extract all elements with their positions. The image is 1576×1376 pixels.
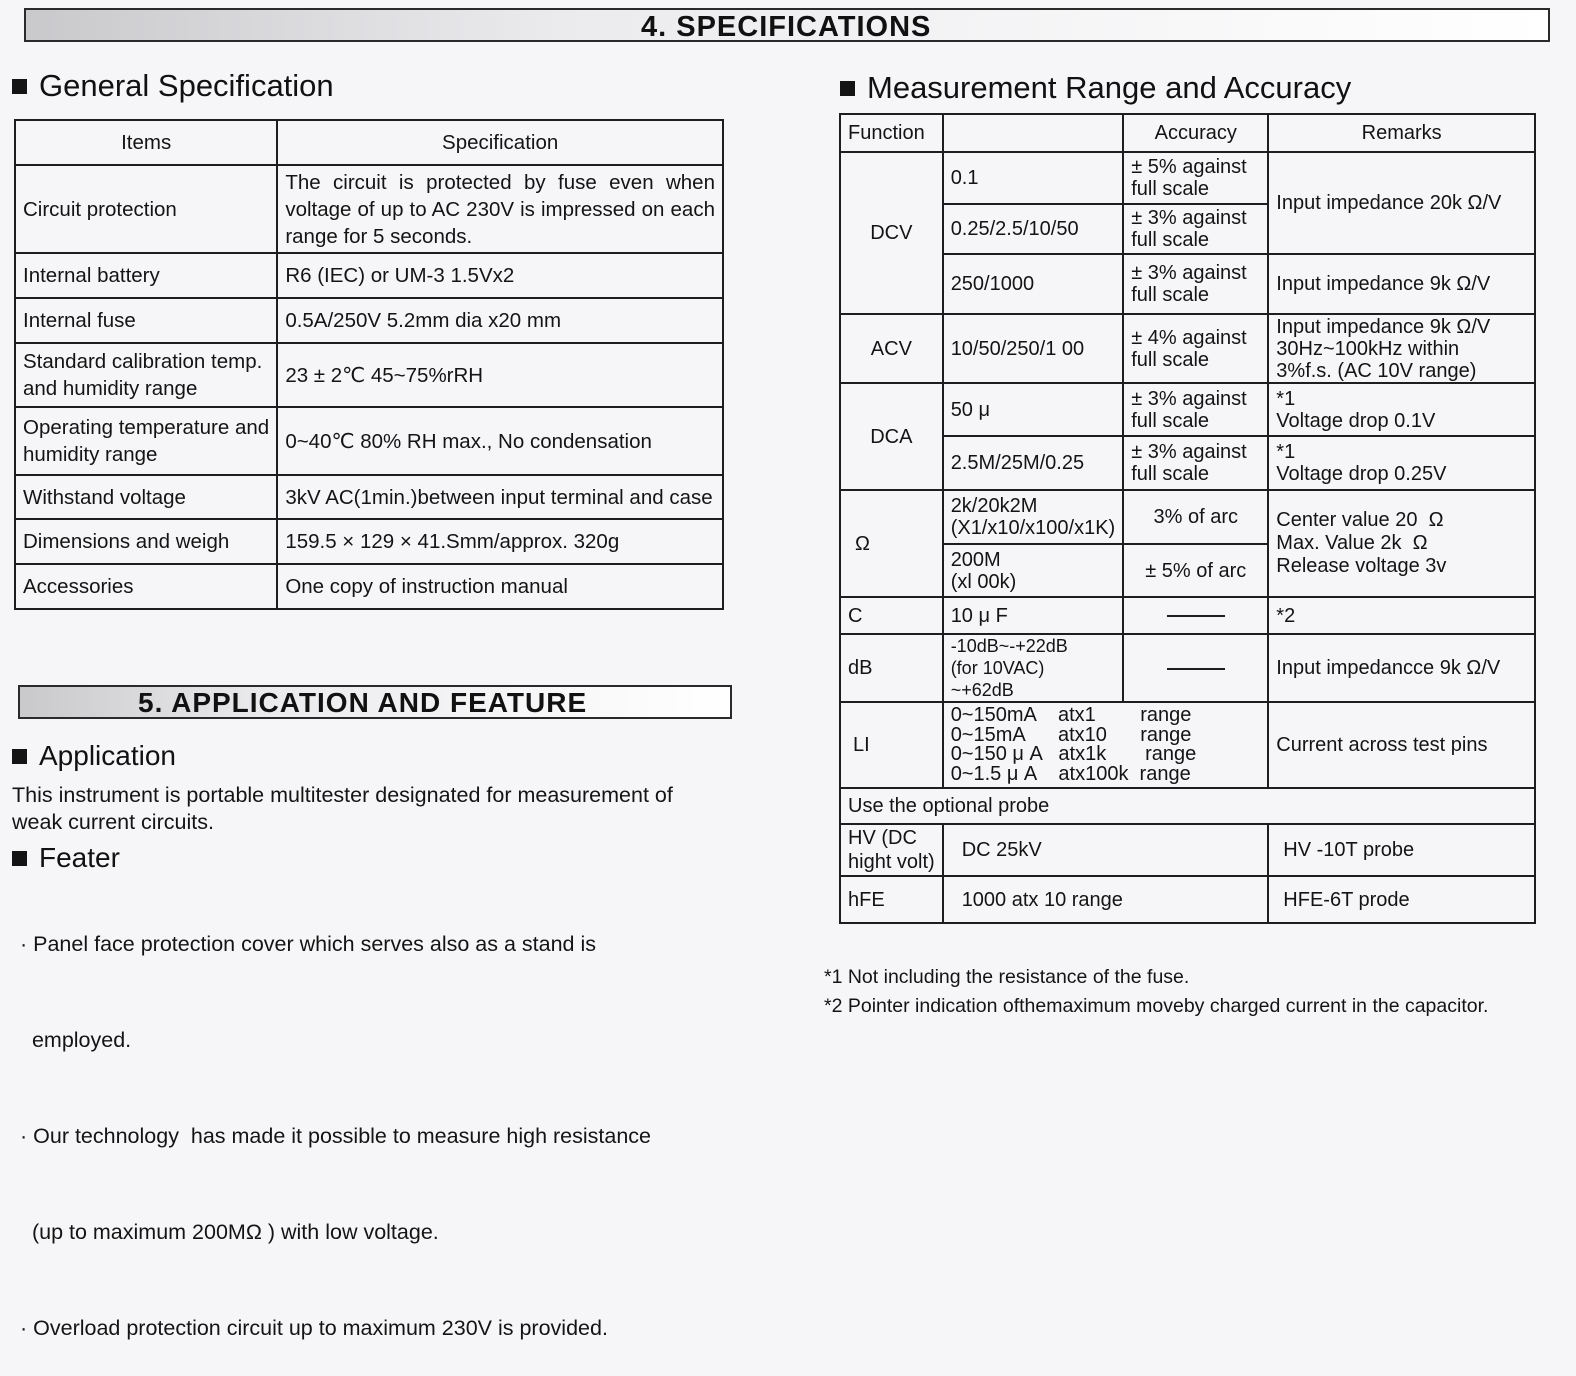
range-cell: 50 μ: [943, 383, 1124, 436]
table-row: [15, 564, 723, 609]
item-cell: Internal fuse: [15, 298, 277, 343]
general-spec-heading-text: General Specification: [39, 68, 334, 103]
table-row: [840, 490, 1535, 544]
accuracy-cell: ± 3% against full scale: [1123, 383, 1268, 436]
table-row: [840, 314, 1535, 383]
table-row: [840, 788, 1535, 824]
remarks-cell: Current across test pins: [1268, 702, 1535, 788]
range-cell: 10/50/250/1 00: [943, 314, 1124, 383]
function-cell: DCA: [840, 383, 943, 490]
table-row: [15, 475, 723, 519]
list-item: employed.: [20, 1028, 132, 1052]
spec-cell: 0.5A/250V 5.2mm dia x20 mm: [277, 298, 723, 343]
table-row: [15, 519, 723, 564]
function-cell: HV (DC hight volt): [840, 824, 943, 876]
spec-cell: 23 ± 2℃ 45~75%rRH: [277, 343, 723, 407]
table-row: [15, 253, 723, 298]
accuracy-cell: [1123, 634, 1268, 702]
accuracy-cell: [1123, 597, 1268, 634]
application-heading: [12, 740, 176, 772]
remarks-cell: *1 Voltage drop 0.1V: [1268, 383, 1535, 436]
col-items-header: Items: [15, 120, 277, 165]
remarks-cell: HFE-6T prode: [1268, 876, 1535, 923]
spec-cell: 0~40℃ 80% RH max., No condensation: [277, 407, 723, 475]
range-cell: 0~150mA atx1 range 0~15mA atx10 range 0~150 μ A atx1k range 0~1.5 μ A atx100k range: [943, 702, 1269, 788]
table-row: [840, 383, 1535, 436]
remarks-cell: *2: [1268, 597, 1535, 634]
remarks-cell: Center value 20 Ω Max. Value 2k Ω Release voltage 3v: [1268, 490, 1535, 597]
dash-line: [1167, 615, 1225, 617]
table-row: [15, 407, 723, 475]
measurement-heading-text: Measurement Range and Accuracy: [867, 70, 1352, 105]
accuracy-cell: 3% of arc: [1123, 490, 1268, 544]
general-spec-heading: [12, 68, 334, 104]
spec-cell: 159.5 × 129 × 41.Smm/approx. 320g: [277, 519, 723, 564]
item-cell: Circuit protection: [15, 165, 277, 253]
table-row: [840, 436, 1535, 490]
accuracy-cell: ± 4% against full scale: [1123, 314, 1268, 383]
general-spec-table: [14, 119, 724, 610]
accuracy-cell: ± 3% against full scale: [1123, 204, 1268, 254]
function-cell: dB: [840, 634, 943, 702]
range-cell: 0.25/2.5/10/50: [943, 204, 1124, 254]
spec-cell: 3kV AC(1min.)between input terminal and case: [277, 475, 723, 519]
bullet-square-icon: [12, 749, 27, 764]
item-cell: Accessories: [15, 564, 277, 609]
remarks-header: Remarks: [1268, 114, 1535, 152]
range-cell: 2k/20k2M (X1/x10/x100/x1K): [943, 490, 1124, 544]
spec-cell: The circuit is protected by fuse even when voltage of up to AC 230V is impressed on each range for 5 seconds.: [277, 165, 723, 253]
item-cell: Withstand voltage: [15, 475, 277, 519]
section-4-title: 4. SPECIFICATIONS: [641, 11, 932, 43]
function-cell: C: [840, 597, 943, 634]
table-row: [840, 597, 1535, 634]
section-4-banner: [24, 8, 1550, 42]
table-row: [15, 298, 723, 343]
range-cell: 2.5M/25M/0.25: [943, 436, 1124, 490]
measurement-heading: [840, 70, 1351, 106]
list-item: · Panel face protection cover which serves also as a stand is: [20, 932, 597, 956]
table-row: [840, 824, 1535, 876]
accuracy-cell: ± 5% of arc: [1123, 544, 1268, 597]
bullet-square-icon: [840, 81, 855, 96]
section-5-banner: [18, 685, 732, 719]
remarks-cell: *1 Voltage drop 0.25V: [1268, 436, 1535, 490]
table-row: [840, 702, 1535, 788]
footnote-2: *2 Pointer indication ofthemaximum moveby charged current in the capacitor.: [824, 995, 1489, 1017]
list-item: · Our technology has made it possible to measure high resistance: [20, 1124, 651, 1148]
footnote-1: *1 Not including the resistance of the fuse.: [824, 966, 1190, 988]
probe-note-cell: Use the optional probe: [840, 788, 1535, 824]
application-text: This instrument is portable multitester designated for measurement of weak current circuits.: [12, 783, 673, 834]
remarks-cell: Input impedancce 9k Ω/V: [1268, 634, 1535, 702]
item-cell: Operating temperature and humidity range: [15, 407, 277, 475]
range-header: [943, 114, 1124, 152]
spec-cell: R6 (IEC) or UM-3 1.5Vx2: [277, 253, 723, 298]
list-item: · Overload protection circuit up to maximum 230V is provided.: [20, 1316, 608, 1340]
accuracy-header: Accuracy: [1123, 114, 1268, 152]
spec-cell: One copy of instruction manual: [277, 564, 723, 609]
table-row: [840, 634, 1535, 702]
table-row: [15, 343, 723, 407]
col-spec-header: Specification: [277, 120, 723, 165]
item-cell: Standard calibration temp. and humidity range: [15, 343, 277, 407]
range-cell: DC 25kV: [943, 824, 1269, 876]
dash-line: [1167, 668, 1225, 670]
table-row: [840, 152, 1535, 204]
table-row: [840, 254, 1535, 314]
accuracy-cell: ± 5% against full scale: [1123, 152, 1268, 204]
section-5-title: 5. APPLICATION AND FEATURE: [138, 687, 588, 718]
item-cell: Internal battery: [15, 253, 277, 298]
table-row: [840, 876, 1535, 923]
accuracy-cell: ± 3% against full scale: [1123, 436, 1268, 490]
feature-list: [20, 864, 740, 1376]
list-item: (up to maximum 200MΩ ) with low voltage.: [20, 1220, 439, 1244]
function-cell: ACV: [840, 314, 943, 383]
table-row: [15, 165, 723, 253]
remarks-cell: Input impedance 9k Ω/V: [1268, 254, 1535, 314]
function-cell: LI: [840, 702, 943, 788]
remarks-cell: Input impedance 9k Ω/V 30Hz~100kHz within 3%f.s. (AC 10V range): [1268, 314, 1535, 383]
table-header-row: [840, 114, 1535, 152]
table-header-row: [15, 120, 723, 165]
function-cell: hFE: [840, 876, 943, 923]
application-heading-text: Application: [39, 740, 176, 771]
function-cell: DCV: [840, 152, 943, 314]
range-cell: 10 μ F: [943, 597, 1124, 634]
item-cell: Dimensions and weigh: [15, 519, 277, 564]
bullet-square-icon: [12, 79, 27, 94]
range-cell: 1000 atx 10 range: [943, 876, 1269, 923]
range-cell: 200M (xl 00k): [943, 544, 1124, 597]
remarks-cell: Input impedance 20k Ω/V: [1268, 152, 1535, 254]
range-cell: 0.1: [943, 152, 1124, 204]
function-cell: Ω: [840, 490, 943, 597]
range-cell: 250/1000: [943, 254, 1124, 314]
feature-heading-text: Feater: [39, 842, 120, 873]
measurement-table: [839, 113, 1536, 924]
range-cell: -10dB~-+22dB (for 10VAC) ~+62dB: [943, 634, 1124, 702]
remarks-cell: HV -10T probe: [1268, 824, 1535, 876]
function-header: Function: [840, 114, 943, 152]
accuracy-cell: ± 3% against full scale: [1123, 254, 1268, 314]
